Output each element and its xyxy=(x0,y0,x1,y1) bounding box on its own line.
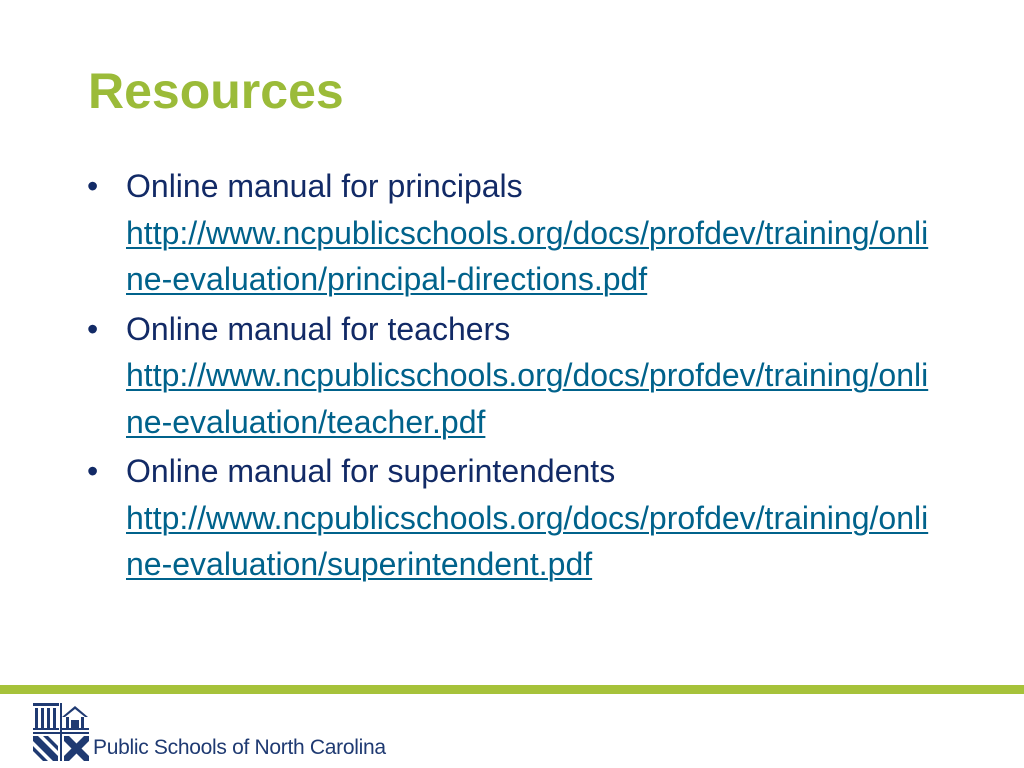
resource-label-principals: Online manual for principals xyxy=(126,168,523,204)
slide-title: Resources xyxy=(88,63,344,119)
bullet-icon: • xyxy=(87,168,99,204)
resource-label-teachers: Online manual for teachers xyxy=(126,310,511,347)
bullet-icon: • xyxy=(87,310,99,347)
list-item xyxy=(85,448,985,588)
ncdpi-logo-icon xyxy=(33,703,89,761)
resource-label-superintendents: Online manual for superintendents xyxy=(126,453,616,489)
list-item xyxy=(85,306,985,446)
resource-list xyxy=(85,163,985,591)
footer-divider xyxy=(0,685,1024,694)
resource-link-principals[interactable]: http://www.ncpublicschools.org/docs/profdev/training/online-evaluation/principal-directions.pdf xyxy=(126,214,929,297)
resource-link-teachers[interactable]: http://www.ncpublicschools.org/docs/profdev/training/online-evaluation/teacher.pdf xyxy=(126,357,929,440)
resource-link-superintendents[interactable]: http://www.ncpublicschools.org/docs/profdev/training/online-evaluation/superintendent.pdf xyxy=(126,499,929,582)
bullet-icon: • xyxy=(87,453,99,489)
list-item xyxy=(85,163,985,303)
organization-name: Public Schools of North Carolina xyxy=(93,736,386,759)
